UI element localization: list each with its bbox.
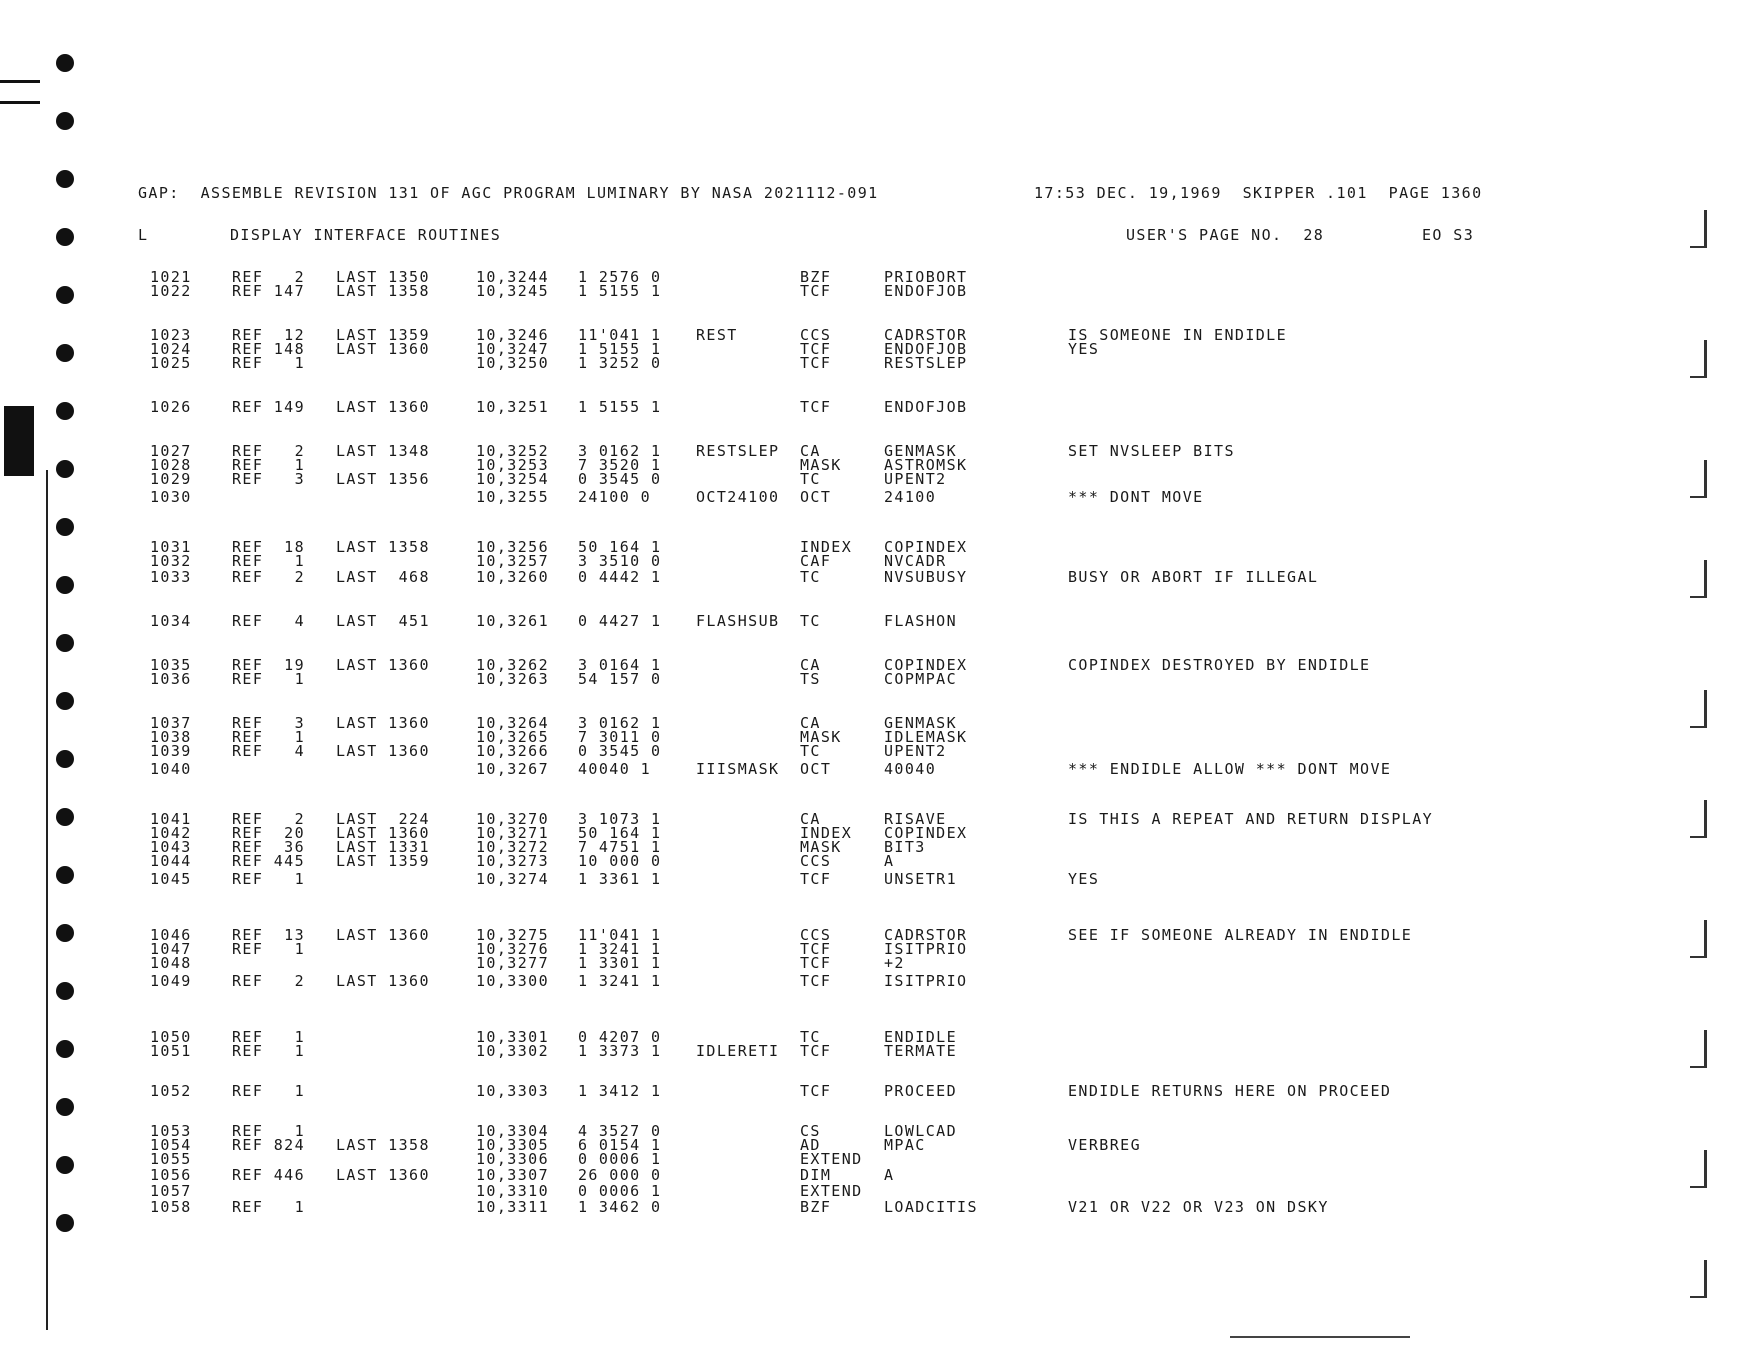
comment: COPINDEX DESTROYED BY ENDIDLE	[1068, 656, 1371, 674]
symbol-label: REST	[696, 326, 738, 344]
last-ref: LAST 1359	[336, 852, 430, 870]
line-number: 1032	[150, 552, 192, 570]
address: 10,3247	[476, 340, 550, 358]
ref-count: REF 1	[232, 728, 306, 746]
address: 10,3300	[476, 972, 550, 990]
last-ref: LAST 1356	[336, 470, 430, 488]
opcode: TCF	[800, 354, 832, 372]
operand: COPINDEX	[884, 824, 968, 842]
operand: ISITPRIO	[884, 940, 968, 958]
ref-count: REF 1	[232, 1042, 306, 1060]
operand: COPMPAC	[884, 670, 958, 688]
opcode: TC	[800, 612, 821, 630]
opcode: BZF	[800, 1198, 832, 1216]
object-code: 1 5155 1	[578, 340, 662, 358]
object-code: 50 164 1	[578, 824, 662, 842]
last-ref: LAST 1331	[336, 838, 430, 856]
eo-code: EO S3	[1422, 226, 1475, 244]
operand: RESTSLEP	[884, 354, 968, 372]
ref-count: REF 1	[232, 1198, 306, 1216]
address: 10,3244	[476, 268, 550, 286]
line-number: 1041	[150, 810, 192, 828]
line-number: 1023	[150, 326, 192, 344]
opcode: TCF	[800, 940, 832, 958]
line-number: 1040	[150, 760, 192, 778]
address: 10,3267	[476, 760, 550, 778]
operand: FLASHON	[884, 612, 958, 630]
object-code: 3 0162 1	[578, 714, 662, 732]
object-code: 1 3252 0	[578, 354, 662, 372]
opcode: CS	[800, 1122, 821, 1140]
object-code: 0 3545 0	[578, 742, 662, 760]
line-number: 1048	[150, 954, 192, 972]
ref-count: REF 19	[232, 656, 306, 674]
object-code: 24100 0	[578, 488, 652, 506]
comment: IS THIS A REPEAT AND RETURN DISPLAY	[1068, 810, 1434, 828]
last-ref: LAST 224	[336, 810, 430, 828]
operand: PROCEED	[884, 1082, 958, 1100]
operand: 40040	[884, 760, 937, 778]
last-ref: LAST 451	[336, 612, 430, 630]
line-number: 1036	[150, 670, 192, 688]
opcode: DIM	[800, 1166, 832, 1184]
operand: GENMASK	[884, 714, 958, 732]
object-code: 11'041 1	[578, 326, 662, 344]
operand: LOADCITIS	[884, 1198, 978, 1216]
object-code: 0 4207 0	[578, 1028, 662, 1046]
last-ref: LAST 1348	[336, 442, 430, 460]
opcode: OCT	[800, 488, 832, 506]
address: 10,3311	[476, 1198, 550, 1216]
line-number: 1030	[150, 488, 192, 506]
operand: LOWLCAD	[884, 1122, 958, 1140]
last-ref: LAST 1350	[336, 268, 430, 286]
operand: A	[884, 1166, 895, 1184]
ref-count: REF 4	[232, 742, 306, 760]
address: 10,3303	[476, 1082, 550, 1100]
operand: +2	[884, 954, 905, 972]
opcode: EXTEND	[800, 1150, 863, 1168]
opcode: TS	[800, 670, 821, 688]
symbol-label: IDLERETI	[696, 1042, 780, 1060]
opcode: INDEX	[800, 824, 853, 842]
operand: ENDOFJOB	[884, 340, 968, 358]
ref-count: REF 18	[232, 538, 306, 556]
opcode: INDEX	[800, 538, 853, 556]
operand: UNSETR1	[884, 870, 958, 888]
opcode: EXTEND	[800, 1182, 863, 1200]
object-code: 1 3241 1	[578, 940, 662, 958]
ref-count: REF 1	[232, 1028, 306, 1046]
address: 10,3275	[476, 926, 550, 944]
address: 10,3254	[476, 470, 550, 488]
ref-count: REF 445	[232, 852, 306, 870]
address: 10,3271	[476, 824, 550, 842]
opcode: CCS	[800, 926, 832, 944]
line-number: 1047	[150, 940, 192, 958]
ref-count: REF 1	[232, 940, 306, 958]
line-number: 1028	[150, 456, 192, 474]
line-number: 1055	[150, 1150, 192, 1168]
line-number: 1056	[150, 1166, 192, 1184]
operand: COPINDEX	[884, 656, 968, 674]
opcode: MASK	[800, 838, 842, 856]
opcode: TCF	[800, 870, 832, 888]
operand: BIT3	[884, 838, 926, 856]
line-number: 1033	[150, 568, 192, 586]
last-ref: LAST 1360	[336, 824, 430, 842]
address: 10,3307	[476, 1166, 550, 1184]
address: 10,3253	[476, 456, 550, 474]
opcode: CA	[800, 714, 821, 732]
line-number: 1042	[150, 824, 192, 842]
comment: IS SOMEONE IN ENDIDLE	[1068, 326, 1288, 344]
address: 10,3260	[476, 568, 550, 586]
object-code: 7 3520 1	[578, 456, 662, 474]
opcode: TCF	[800, 282, 832, 300]
address: 10,3302	[476, 1042, 550, 1060]
object-code: 1 3241 1	[578, 972, 662, 990]
operand: ENDIDLE	[884, 1028, 958, 1046]
ref-count: REF 2	[232, 972, 306, 990]
line-number: 1034	[150, 612, 192, 630]
address: 10,3261	[476, 612, 550, 630]
operand: TERMATE	[884, 1042, 958, 1060]
address: 10,3274	[476, 870, 550, 888]
comment: BUSY OR ABORT IF ILLEGAL	[1068, 568, 1319, 586]
line-number: 1053	[150, 1122, 192, 1140]
address: 10,3252	[476, 442, 550, 460]
operand: 24100	[884, 488, 937, 506]
line-number: 1046	[150, 926, 192, 944]
object-code: 1 3412 1	[578, 1082, 662, 1100]
line-number: 1025	[150, 354, 192, 372]
symbol-label: FLASHSUB	[696, 612, 780, 630]
last-ref: LAST 1360	[336, 742, 430, 760]
line-number: 1057	[150, 1182, 192, 1200]
line-number: 1051	[150, 1042, 192, 1060]
ref-count: REF 1	[232, 1122, 306, 1140]
opcode: CA	[800, 656, 821, 674]
ref-count: REF 2	[232, 810, 306, 828]
operand: ASTROMSK	[884, 456, 968, 474]
comment: V21 OR V22 OR V23 ON DSKY	[1068, 1198, 1329, 1216]
operand: A	[884, 852, 895, 870]
opcode: CAF	[800, 552, 832, 570]
line-number: 1039	[150, 742, 192, 760]
operand: COPINDEX	[884, 538, 968, 556]
operand: NVSUBUSY	[884, 568, 968, 586]
last-ref: LAST 1360	[336, 656, 430, 674]
object-code: 0 4442 1	[578, 568, 662, 586]
line-number: 1021	[150, 268, 192, 286]
ref-count: REF 1	[232, 870, 306, 888]
address: 10,3265	[476, 728, 550, 746]
ref-count: REF 2	[232, 568, 306, 586]
object-code: 7 3011 0	[578, 728, 662, 746]
address: 10,3277	[476, 954, 550, 972]
address: 10,3263	[476, 670, 550, 688]
object-code: 3 0162 1	[578, 442, 662, 460]
address: 10,3251	[476, 398, 550, 416]
object-code: 40040 1	[578, 760, 652, 778]
symbol-label: OCT24100	[696, 488, 780, 506]
line-number: 1050	[150, 1028, 192, 1046]
object-code: 0 0006 1	[578, 1182, 662, 1200]
operand: MPAC	[884, 1136, 926, 1154]
address: 10,3301	[476, 1028, 550, 1046]
object-code: 1 3462 0	[578, 1198, 662, 1216]
last-ref: LAST 1360	[336, 1166, 430, 1184]
object-code: 1 3373 1	[578, 1042, 662, 1060]
address: 10,3273	[476, 852, 550, 870]
opcode: TC	[800, 568, 821, 586]
object-code: 1 3361 1	[578, 870, 662, 888]
ref-count: REF 36	[232, 838, 306, 856]
address: 10,3272	[476, 838, 550, 856]
line-number: 1043	[150, 838, 192, 856]
opcode: CCS	[800, 326, 832, 344]
opcode: TCF	[800, 1042, 832, 1060]
opcode: TCF	[800, 954, 832, 972]
line-number: 1058	[150, 1198, 192, 1216]
ref-count: REF 12	[232, 326, 306, 344]
opcode: TCF	[800, 398, 832, 416]
line-number: 1031	[150, 538, 192, 556]
comment: *** ENDIDLE ALLOW *** DONT MOVE	[1068, 760, 1392, 778]
address: 10,3256	[476, 538, 550, 556]
operand: PRIOBORT	[884, 268, 968, 286]
header-right: 17:53 DEC. 19,1969 SKIPPER .101 PAGE 1360	[1034, 184, 1483, 202]
opcode: MASK	[800, 456, 842, 474]
opcode: TCF	[800, 1082, 832, 1100]
line-number: 1022	[150, 282, 192, 300]
ref-count: REF 3	[232, 714, 306, 732]
line-number: 1027	[150, 442, 192, 460]
opcode: CCS	[800, 852, 832, 870]
last-ref: LAST 1360	[336, 972, 430, 990]
object-code: 3 1073 1	[578, 810, 662, 828]
address: 10,3257	[476, 552, 550, 570]
object-code: 50 164 1	[578, 538, 662, 556]
header-left: GAP: ASSEMBLE REVISION 131 OF AGC PROGRAM LUMINARY BY NASA 2021112-091	[138, 184, 879, 202]
operand: ENDOFJOB	[884, 282, 968, 300]
last-ref: LAST 1360	[336, 398, 430, 416]
ref-count: REF 446	[232, 1166, 306, 1184]
address: 10,3255	[476, 488, 550, 506]
address: 10,3306	[476, 1150, 550, 1168]
comment: VERBREG	[1068, 1136, 1142, 1154]
ref-count: REF 1	[232, 354, 306, 372]
ref-count: REF 20	[232, 824, 306, 842]
object-code: 3 0164 1	[578, 656, 662, 674]
object-code: 1 2576 0	[578, 268, 662, 286]
object-code: 0 4427 1	[578, 612, 662, 630]
comment: *** DONT MOVE	[1068, 488, 1204, 506]
object-code: 1 5155 1	[578, 398, 662, 416]
address: 10,3276	[476, 940, 550, 958]
last-ref: LAST 1358	[336, 282, 430, 300]
address: 10,3266	[476, 742, 550, 760]
object-code: 54 157 0	[578, 670, 662, 688]
operand: GENMASK	[884, 442, 958, 460]
opcode: MASK	[800, 728, 842, 746]
address: 10,3270	[476, 810, 550, 828]
opcode: OCT	[800, 760, 832, 778]
line-number: 1026	[150, 398, 192, 416]
object-code: 10 000 0	[578, 852, 662, 870]
operand: UPENT2	[884, 742, 947, 760]
object-code: 1 5155 1	[578, 282, 662, 300]
ref-count: REF 2	[232, 268, 306, 286]
ref-count: REF 824	[232, 1136, 306, 1154]
object-code: 7 4751 1	[578, 838, 662, 856]
ref-count: REF 148	[232, 340, 306, 358]
ref-count: REF 1	[232, 552, 306, 570]
ref-count: REF 1	[232, 456, 306, 474]
operand: CADRSTOR	[884, 926, 968, 944]
comment: ENDIDLE RETURNS HERE ON PROCEED	[1068, 1082, 1392, 1100]
last-ref: LAST 1360	[336, 714, 430, 732]
last-ref: LAST 1358	[336, 1136, 430, 1154]
comment: SEE IF SOMEONE ALREADY IN ENDIDLE	[1068, 926, 1413, 944]
address: 10,3264	[476, 714, 550, 732]
operand: CADRSTOR	[884, 326, 968, 344]
comment: YES	[1068, 340, 1100, 358]
address: 10,3262	[476, 656, 550, 674]
line-number: 1038	[150, 728, 192, 746]
ref-count: REF 4	[232, 612, 306, 630]
object-code: 0 3545 0	[578, 470, 662, 488]
operand: UPENT2	[884, 470, 947, 488]
symbol-label: IIISMASK	[696, 760, 780, 778]
object-code: 26 000 0	[578, 1166, 662, 1184]
last-ref: LAST 1360	[336, 926, 430, 944]
object-code: 4 3527 0	[578, 1122, 662, 1140]
line-number: 1029	[150, 470, 192, 488]
line-number: 1035	[150, 656, 192, 674]
operand: ISITPRIO	[884, 972, 968, 990]
object-code: 0 0006 1	[578, 1150, 662, 1168]
last-ref: LAST 1359	[336, 326, 430, 344]
comment: SET NVSLEEP BITS	[1068, 442, 1235, 460]
address: 10,3305	[476, 1136, 550, 1154]
last-ref: LAST 1360	[336, 340, 430, 358]
ref-count: REF 2	[232, 442, 306, 460]
line-number: 1037	[150, 714, 192, 732]
ref-count: REF 149	[232, 398, 306, 416]
opcode: TC	[800, 470, 821, 488]
opcode: TC	[800, 742, 821, 760]
opcode: AD	[800, 1136, 821, 1154]
line-number: 1054	[150, 1136, 192, 1154]
opcode: TCF	[800, 972, 832, 990]
object-code: 1 3301 1	[578, 954, 662, 972]
object-code: 6 0154 1	[578, 1136, 662, 1154]
last-ref: LAST 468	[336, 568, 430, 586]
operand: NVCADR	[884, 552, 947, 570]
ref-count: REF 147	[232, 282, 306, 300]
opcode: CA	[800, 810, 821, 828]
line-number: 1044	[150, 852, 192, 870]
comment: YES	[1068, 870, 1100, 888]
operand: RISAVE	[884, 810, 947, 828]
address: 10,3246	[476, 326, 550, 344]
line-number: 1052	[150, 1082, 192, 1100]
operand: ENDOFJOB	[884, 398, 968, 416]
user-page-number: USER'S PAGE NO. 28	[1126, 226, 1325, 244]
symbol-label: RESTSLEP	[696, 442, 780, 460]
address: 10,3310	[476, 1182, 550, 1200]
address: 10,3304	[476, 1122, 550, 1140]
ref-count: REF 1	[232, 670, 306, 688]
section-title: DISPLAY INTERFACE ROUTINES	[230, 226, 502, 244]
operand: IDLEMASK	[884, 728, 968, 746]
address: 10,3245	[476, 282, 550, 300]
opcode: CA	[800, 442, 821, 460]
listing-flag: L	[138, 226, 149, 244]
object-code: 3 3510 0	[578, 552, 662, 570]
line-number: 1045	[150, 870, 192, 888]
ref-count: REF 3	[232, 470, 306, 488]
ref-count: REF 13	[232, 926, 306, 944]
object-code: 11'041 1	[578, 926, 662, 944]
last-ref: LAST 1358	[336, 538, 430, 556]
opcode: TCF	[800, 340, 832, 358]
line-number: 1024	[150, 340, 192, 358]
ref-count: REF 1	[232, 1082, 306, 1100]
address: 10,3250	[476, 354, 550, 372]
opcode: TC	[800, 1028, 821, 1046]
opcode: BZF	[800, 268, 832, 286]
line-number: 1049	[150, 972, 192, 990]
